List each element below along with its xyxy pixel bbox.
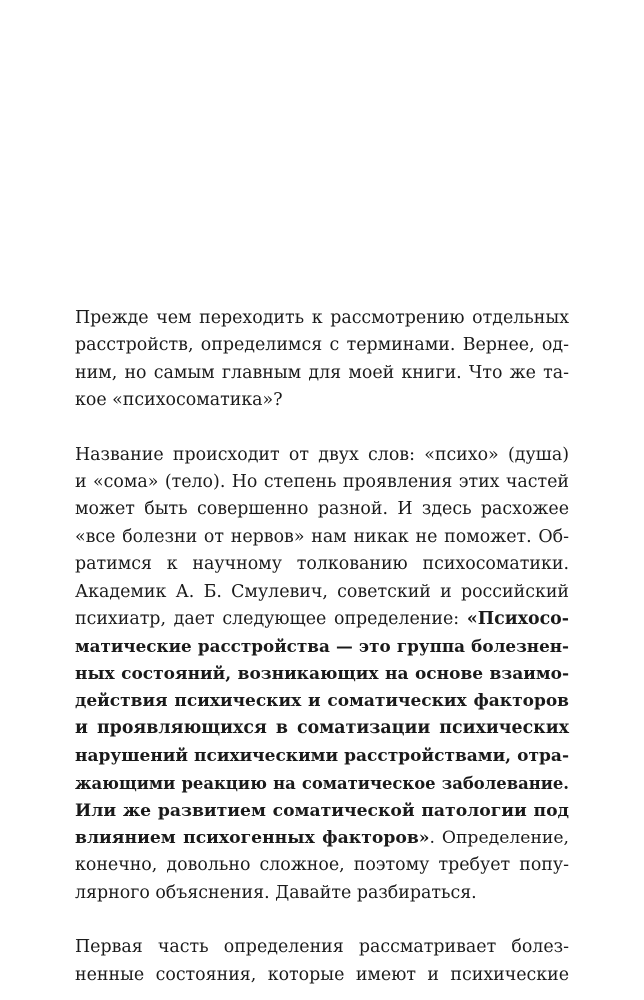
text-line-bold: жающими реакцию на соматическое заболевание.	[75, 774, 569, 794]
text-line-bold: и проявляющихся в соматизации психических	[75, 718, 569, 739]
text-line: ратимся к научному толкованию психосоматики.	[75, 554, 569, 575]
text-line: Первая часть определения рассматривает болез-	[75, 937, 569, 958]
paragraph-gap	[75, 415, 569, 442]
text-line: ненные состояния, которые имеют и психические	[75, 964, 569, 985]
text-line-bold: матические расстройства — это группа болезнен-	[75, 636, 569, 657]
text-line: может быть совершенно разной. И здесь расхожее	[75, 499, 569, 520]
text-line: Название происходит от двух слов: «психо» (душа)	[75, 444, 569, 465]
bold-definition-start: «Психосо-	[466, 608, 569, 629]
text-line-bold: Или же развитием соматической патологии под	[75, 800, 569, 821]
text-line: ним, но самым главным для моей книги. Что же та-	[75, 362, 569, 383]
paragraph-1	[75, 305, 569, 415]
text-line: лярного объяснения. Давайте разбираться.	[75, 882, 477, 903]
text-line-bold: ных состояний, возникающих на основе взаимо-	[75, 663, 569, 684]
text-line-bold: нарушений психическими расстройствами, отра-	[75, 745, 569, 766]
paragraph-2	[75, 442, 569, 908]
text-line: психиатр, дает следующее определение: «Психосо-	[75, 608, 569, 629]
text-line: Академик А. Б. Смулевич, советский и российский	[75, 581, 569, 602]
text-line: влиянием психогенных факторов». Определение,	[75, 828, 570, 849]
text-line: Прежде чем переходить к рассмотрению отдельных	[75, 308, 569, 328]
paragraph-gap	[75, 907, 569, 934]
text-line-bold: действия психических и соматических факторов	[75, 691, 569, 712]
text-line: «все болезни от нервов» нам никак не поможет. Об-	[75, 526, 569, 547]
bold-definition-end: влиянием психогенных факторов»	[75, 828, 430, 849]
text-line: кое «психосоматика»?	[75, 390, 283, 411]
paragraph-3	[75, 934, 569, 989]
text-line: конечно, довольно сложное, поэтому требует попу-	[75, 855, 569, 876]
page-body	[75, 305, 569, 989]
text-line: расстройств, определимся с терминами. Вернее, од-	[75, 335, 569, 356]
text-line: и «сома» (тело). Но степень проявления этих частей	[75, 471, 569, 492]
